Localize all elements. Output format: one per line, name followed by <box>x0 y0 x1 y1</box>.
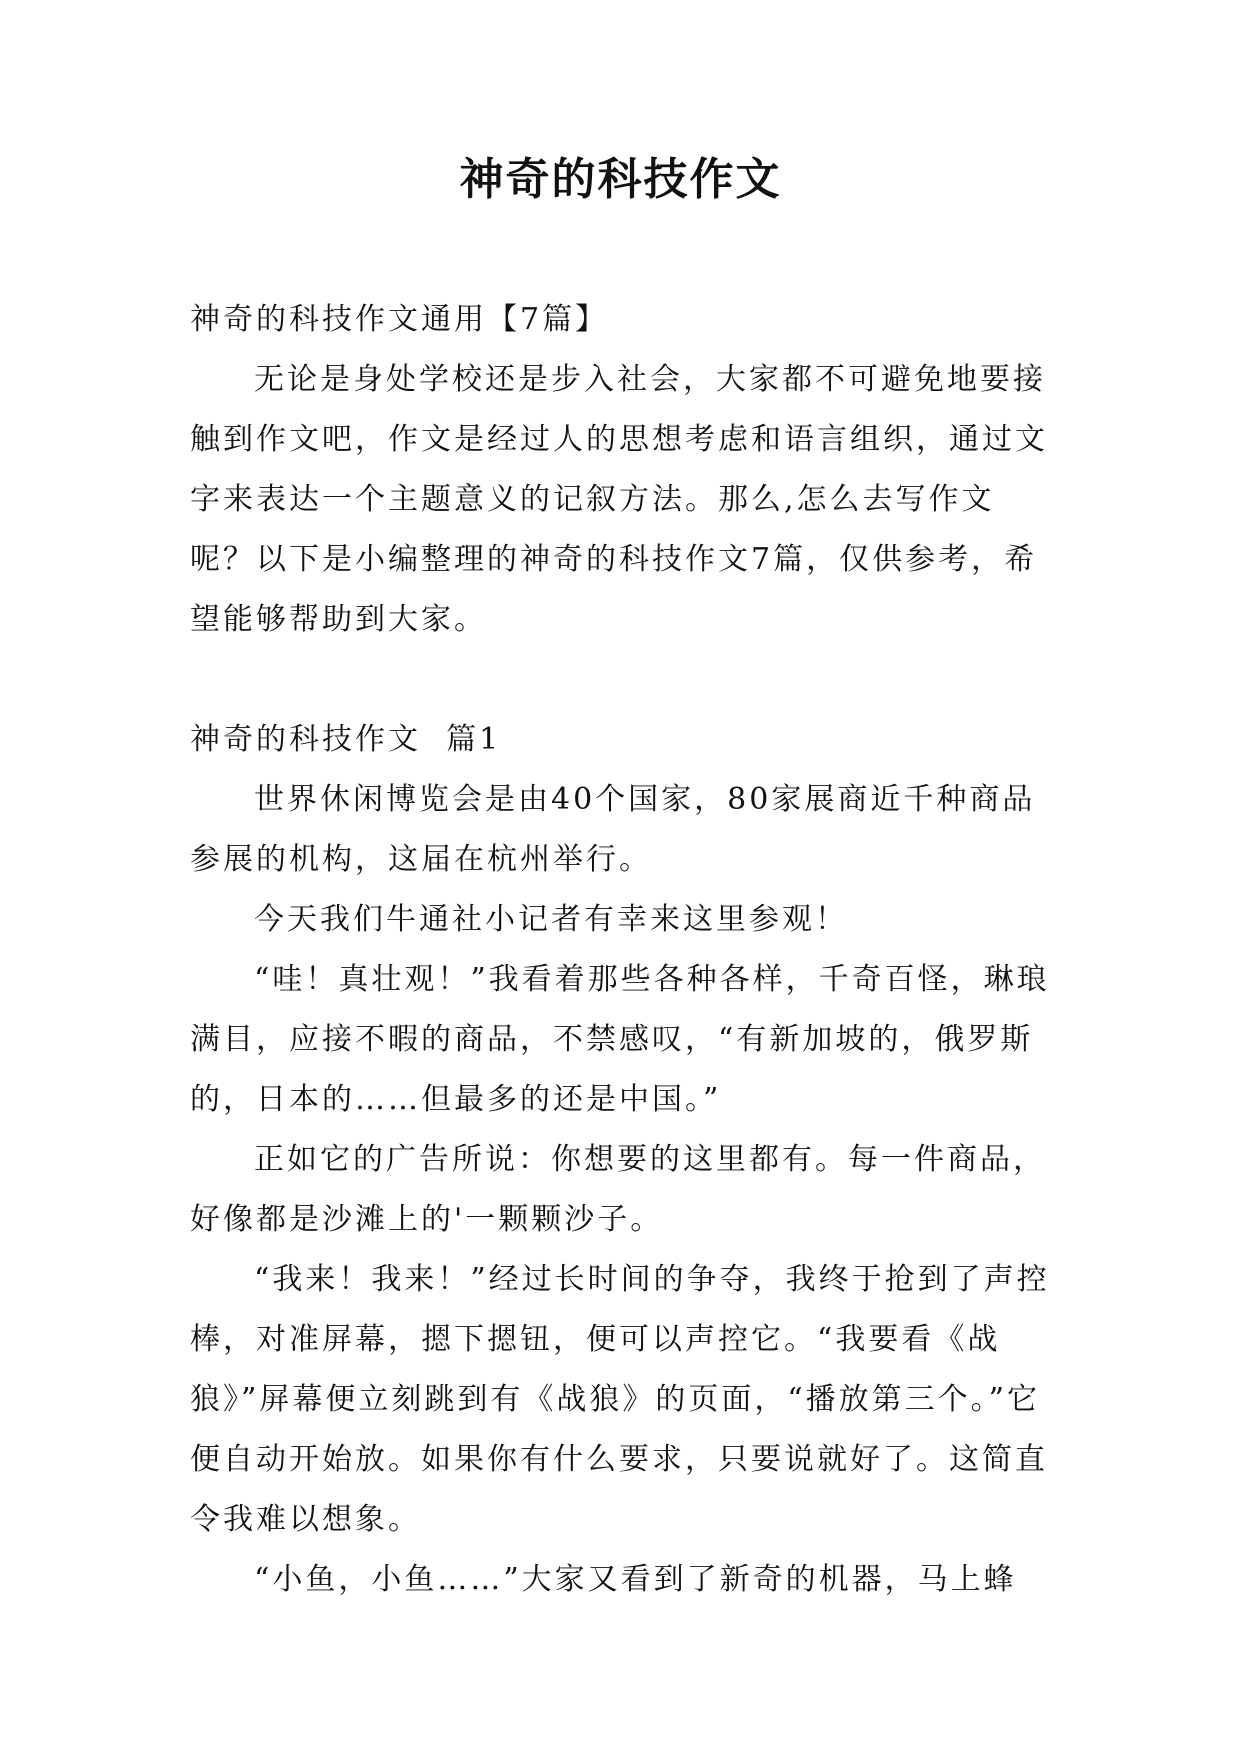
section-paragraph: 正如它的广告所说：你想要的这里都有。每一件商品，好像都是沙滩上的'一颗颗沙子。 <box>190 1142 1046 1237</box>
section-paragraph: 世界休闲博览会是由40个国家，80家展商近千种商品参展的机构，这届在杭州举行。 <box>190 782 1036 877</box>
intro-paragraph: 无论是身处学校还是步入社会，大家都不可避免地要接触到作文吧，作文是经过人的思想考虑和语言组织，通过文字来表达一个主题意义的记叙方法。那么,怎么去写作文呢？以下是小编整理的神奇的科技作文7篇，仅供参考，希望能够帮助到大家。 <box>190 362 1048 637</box>
section-paragraph: “我来！我来！”经过长时间的争夺，我终于抢到了声控棒，对准屏幕，摁下摁钮，便可以声控它。“我要看《战狼》”屏幕便立刻跳到有《战狼》的页面，“播放第三个。”它便自动开始放。如果你有什么要求，只要说就好了。这简直令我难以想象。 <box>190 1262 1050 1537</box>
section-paragraph: 今天我们牛通社小记者有幸来这里参观！ <box>254 902 848 937</box>
section-paragraph: “哇！真壮观！”我看着那些各种各样，千奇百怪，琳琅满目，应接不暇的商品，不禁感叹，“有新加坡的，俄罗斯的，日本的……但最多的还是中国。” <box>190 962 1050 1117</box>
document-title: 神奇的科技作文 <box>459 154 782 205</box>
document-body <box>190 290 1050 1610</box>
intro-heading: 神奇的科技作文通用【7篇】 <box>190 302 609 337</box>
section-spacer <box>190 650 1050 710</box>
section-heading: 神奇的科技作文 篇1 <box>190 722 502 757</box>
section-paragraph: “小鱼，小鱼……”大家又看到了新奇的机器，马上蜂 <box>254 1562 1017 1597</box>
